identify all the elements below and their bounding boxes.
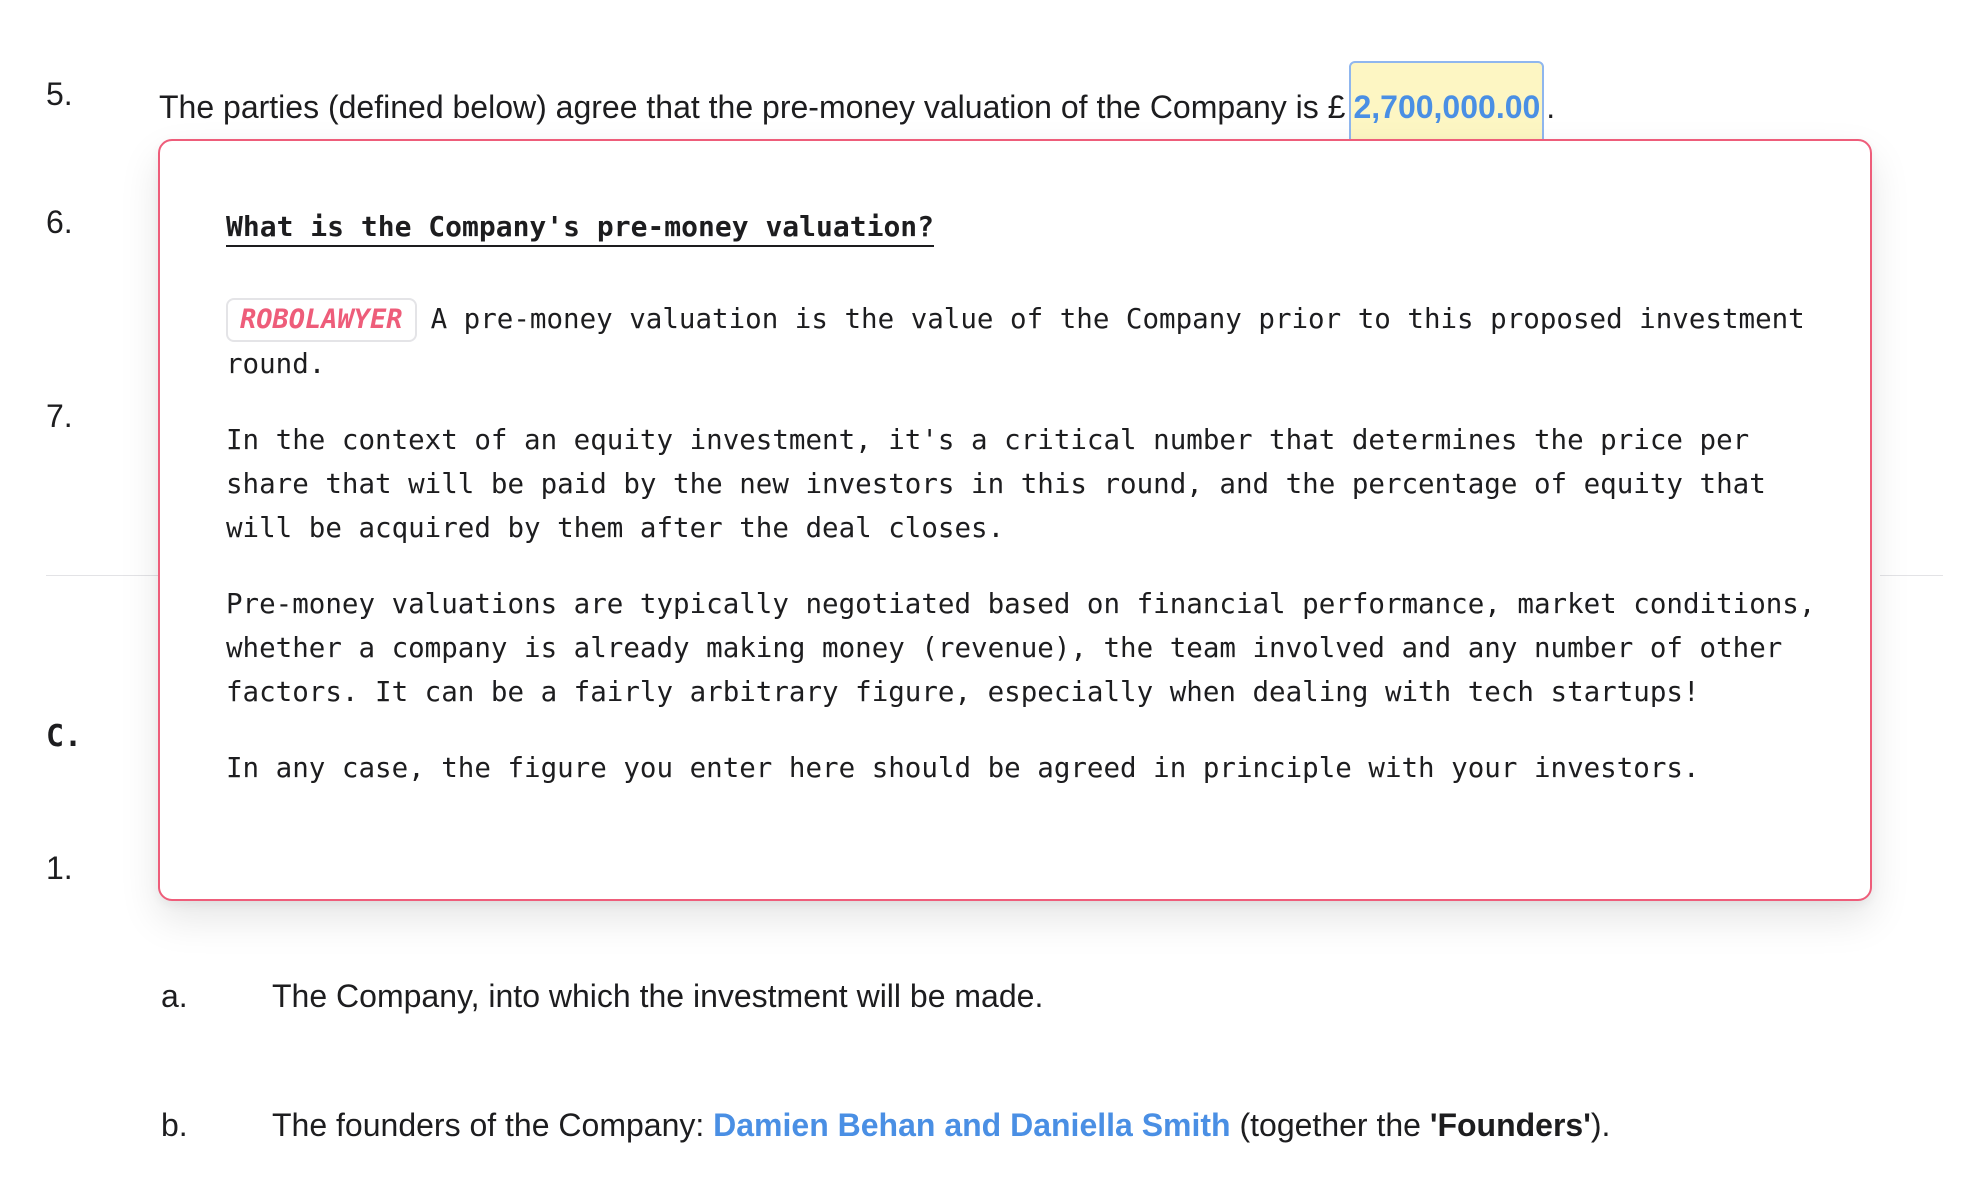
help-popover (158, 139, 1872, 901)
help-paragraph-4: In any case, the figure you enter here should be agreed in principle with your investors. (226, 752, 1700, 785)
section-divider (46, 575, 158, 576)
clause-5-period: . (1546, 89, 1556, 125)
section-letter-c: C. (46, 719, 83, 754)
clause-number-5: 5. (46, 76, 73, 112)
party-b-text (272, 1109, 1610, 1141)
clause-number-6: 6. (46, 204, 73, 240)
valuation-amount-field[interactable]: 2,700,000.00 (1349, 61, 1544, 153)
help-question-title: What is the Company's pre-money valuation? (226, 211, 934, 247)
founders-defined-term: 'Founders' (1429, 1107, 1591, 1143)
party-b-end: ). (1590, 1107, 1611, 1143)
help-paragraph-1-text: A pre-money valuation is the value of the Company prior to this proposed investment round. (226, 303, 1805, 381)
robolawyer-badge: ROBOLAWYER (226, 298, 417, 342)
founders-names-field[interactable]: Damien Behan and Daniella Smith (713, 1107, 1231, 1143)
help-popover-content (226, 211, 1826, 790)
section-divider (1880, 575, 1943, 576)
party-a-label: a. (161, 978, 188, 1014)
clause-number-7: 7. (46, 398, 73, 434)
help-paragraph-2: In the context of an equity investment, it's a critical number that determines the price per share that will be paid by the new investors in this round, and the percentage of equity that will be acquired by them after the deal closes. (226, 424, 1766, 545)
clause-5-body: The parties (defined below) agree that the pre-money valuation of the Company is £ (159, 89, 1346, 125)
party-a-text: The Company, into which the investment will be made. (272, 978, 1044, 1014)
party-b-label: b. (161, 1107, 188, 1143)
party-b-prefix: The founders of the Company: (272, 1107, 714, 1143)
party-b-mid: (together the (1230, 1107, 1430, 1143)
help-paragraph-3: Pre-money valuations are typically negotiated based on financial performance, market conditions, whether a company is already making money (revenue), the team involved and any number of other factors. It can be a fairly arbitrary figure, especially when dealing with tech startups! (226, 588, 1816, 709)
clause-number-1: 1. (46, 850, 73, 886)
help-paragraph-1 (226, 297, 1826, 386)
